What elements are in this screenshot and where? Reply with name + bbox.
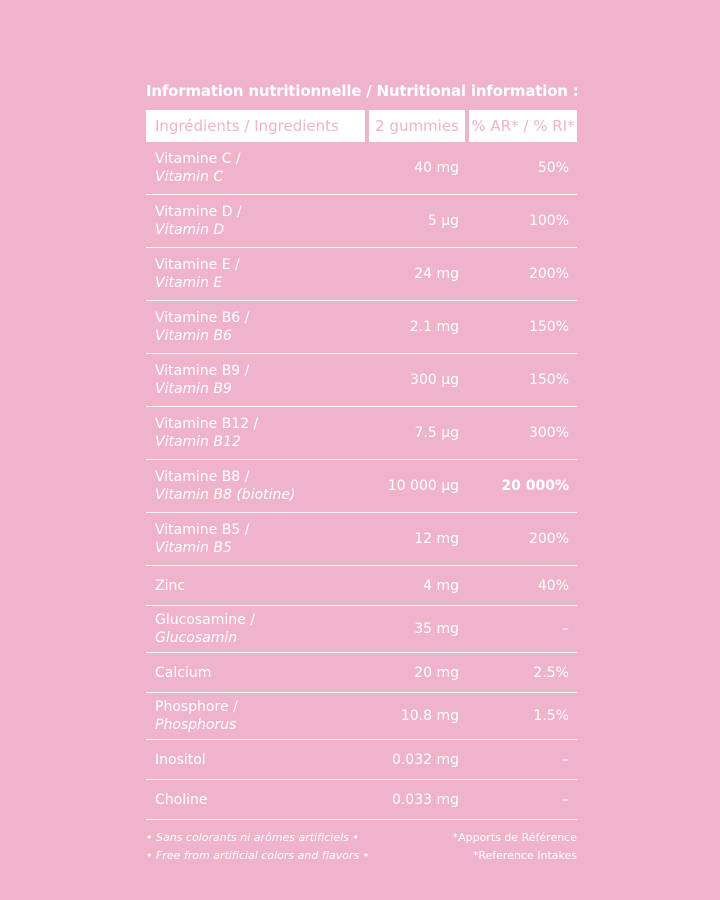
ingredient-amount: 40 mg [414, 160, 459, 176]
ingredient-name-en: Vitamin C [155, 169, 224, 185]
ingredient-percent: 200% [528, 266, 569, 282]
table-row [146, 566, 577, 606]
ingredient-name-fr: Vitamine D / [155, 204, 242, 220]
ingredient-name-fr: Inositol [155, 751, 206, 768]
footer-claims [146, 829, 369, 865]
table-row [146, 740, 577, 780]
ingredient-name [146, 698, 375, 734]
ingredient-percent: – [562, 751, 569, 768]
ingredient-name [146, 362, 375, 398]
footer-note-en: *Reference Intakes [472, 849, 577, 862]
ingredient-name-en: Vitamin B9 [155, 381, 232, 397]
ingredient-amount: 35 mg [414, 621, 459, 637]
nutrition-panel [146, 80, 577, 820]
ingredient-name-fr: Glucosamine / [155, 612, 255, 628]
ingredient-amount: 300 µg [410, 372, 459, 388]
ingredient-percent: – [562, 791, 569, 808]
ingredient-name [146, 751, 375, 769]
ingredient-name [146, 521, 375, 557]
ingredient-name-fr: Vitamine C / [155, 151, 241, 167]
table-row [146, 780, 577, 820]
header-dose: 2 gummies [369, 110, 465, 142]
table-header [146, 110, 577, 142]
ingredient-amount: 4 mg [423, 577, 459, 594]
header-ingredients: Ingrédients / Ingredients [146, 110, 365, 142]
table-row [146, 301, 577, 354]
header-reference: % AR* / % RI* [469, 110, 577, 142]
ingredient-percent: 150% [528, 319, 569, 335]
ingredient-name [146, 468, 375, 504]
ingredient-name-en: Vitamin B5 [155, 540, 232, 556]
ingredient-amount: 7.5 µg [414, 425, 459, 441]
ingredient-name-en: Vitamin B8 (biotine) [155, 487, 296, 503]
ingredient-percent: 150% [528, 372, 569, 388]
ingredient-percent: 200% [528, 531, 569, 547]
footer-note-fr: *Apports de Référence [452, 831, 577, 844]
ingredient-name [146, 664, 375, 682]
table-row [146, 195, 577, 248]
ingredient-name-fr: Vitamine B6 / [155, 310, 250, 326]
ingredient-name-fr: Vitamine B9 / [155, 363, 250, 379]
ingredient-name [146, 791, 375, 809]
ingredient-amount: 10.8 mg [400, 708, 459, 724]
ingredient-name-fr: Zinc [155, 577, 186, 594]
table-row [146, 460, 577, 513]
footer-claim-en: • Free from artificial colors and flavors • [146, 849, 370, 862]
ingredient-percent: 40% [537, 577, 569, 594]
table-row [146, 653, 577, 693]
ingredient-percent: 100% [528, 213, 569, 229]
table-row [146, 606, 577, 653]
ingredient-name-en: Vitamin D [155, 222, 225, 238]
ingredient-name-fr: Choline [155, 791, 208, 808]
footer-notes [453, 829, 577, 865]
ingredient-name-en: Vitamin E [155, 275, 223, 291]
ingredient-amount: 0.033 mg [391, 791, 459, 808]
ingredient-name [146, 415, 375, 451]
ingredient-name-fr: Phosphore / [155, 699, 238, 715]
ingredient-name [146, 150, 375, 186]
ingredient-name-fr: Calcium [155, 664, 212, 681]
table-row [146, 693, 577, 740]
table-row [146, 407, 577, 460]
ingredient-percent: 2.5% [533, 664, 569, 681]
ingredient-amount: 5 µg [427, 213, 459, 229]
table-row [146, 513, 577, 566]
footer-claim-fr: • Sans colorants ni arômes artificiels • [146, 831, 359, 844]
ingredient-amount: 12 mg [414, 531, 459, 547]
ingredient-name-en: Phosphorus [155, 717, 237, 733]
ingredient-name-en: Glucosamin [155, 630, 238, 646]
ingredient-amount: 0.032 mg [391, 751, 459, 768]
ingredient-amount: 24 mg [414, 266, 459, 282]
ingredient-name-en: Vitamin B12 [155, 434, 241, 450]
nutrition-table-body [146, 142, 577, 820]
ingredient-amount: 20 mg [414, 664, 459, 681]
ingredient-name-fr: Vitamine B8 / [155, 469, 250, 485]
ingredient-name-fr: Vitamine B12 / [155, 416, 259, 432]
panel-title: Information nutritionnelle / Nutritional information : [146, 82, 579, 100]
ingredient-name [146, 577, 375, 595]
table-row [146, 248, 577, 301]
ingredient-percent: 50% [537, 160, 569, 176]
ingredient-amount: 10 000 µg [387, 478, 459, 494]
ingredient-name [146, 611, 375, 647]
ingredient-percent: 20 000% [501, 478, 569, 494]
ingredient-name [146, 309, 375, 345]
ingredient-percent: 300% [528, 425, 569, 441]
table-row [146, 354, 577, 407]
ingredient-percent: – [562, 621, 569, 637]
table-row [146, 142, 577, 195]
ingredient-percent: 1.5% [533, 708, 569, 724]
ingredient-amount: 2.1 mg [409, 319, 459, 335]
ingredient-name-fr: Vitamine B5 / [155, 522, 250, 538]
ingredient-name [146, 203, 375, 239]
ingredient-name-en: Vitamin B6 [155, 328, 232, 344]
ingredient-name-fr: Vitamine E / [155, 257, 240, 273]
ingredient-name [146, 256, 375, 292]
